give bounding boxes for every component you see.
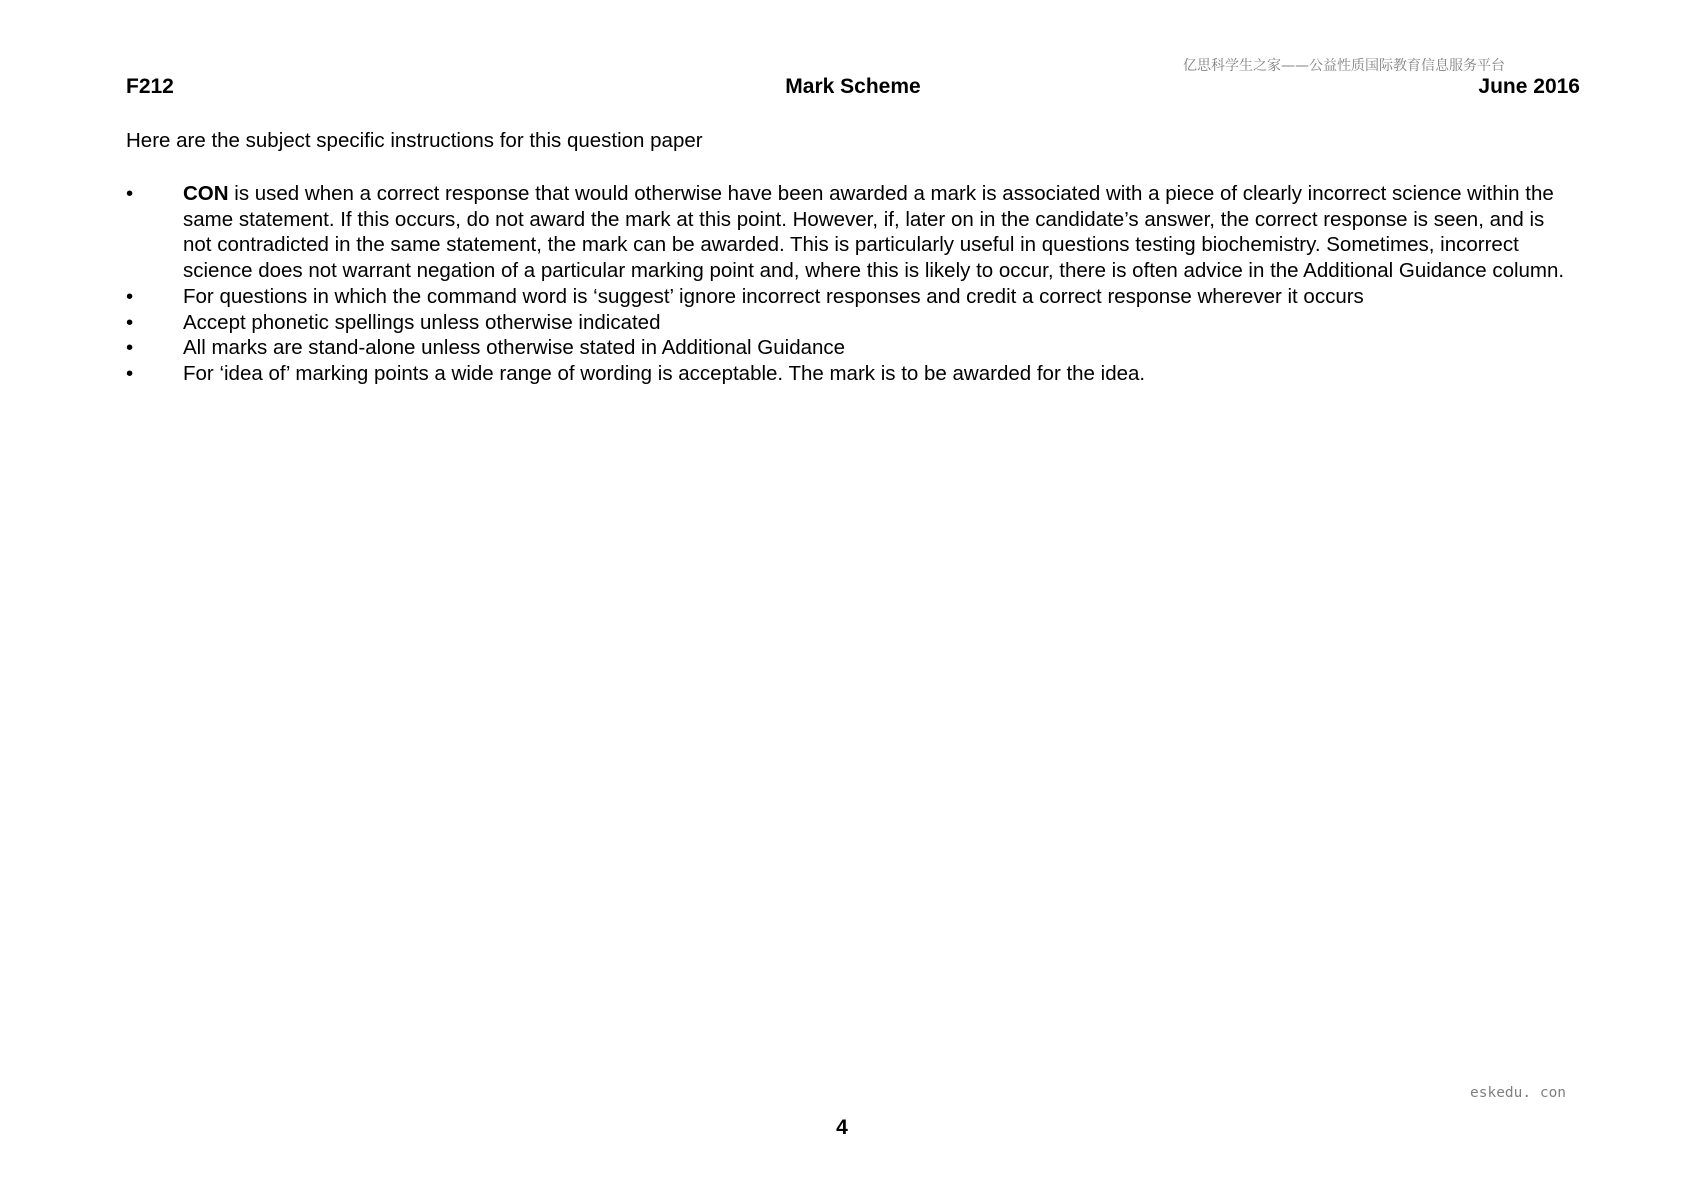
instruction-text: is used when a correct response that would otherwise have been awarded a mark is associated with a piece of clearly incorrect science within the same statement. If this occurs, do not award the mark at this point. However, if, later on in the candidate’s answer, the correct response is seen, and is not contradicted in the same statement, the mark can be awarded. This is particularly useful in questions testing biochemistry. Sometimes, incorrect science does not warrant negation of a particular marking point and, where this is likely to occur, there is often advice in the Additional Guidance column. (183, 182, 1565, 282)
document-title: Mark Scheme (785, 75, 921, 98)
bullet-icon: • (126, 285, 134, 308)
watermark-footer-text: eskedu. con (1470, 1085, 1567, 1101)
list-item (126, 310, 1566, 336)
instruction-term: CON (183, 182, 229, 205)
watermark-header-text: 亿思科学生之家——公益性质国际教育信息服务平台 (1183, 58, 1505, 74)
page-header (126, 75, 1580, 103)
instruction-text: For questions in which the command word is ‘suggest’ ignore incorrect responses and credit a correct response wherever it occurs (183, 285, 1364, 308)
instructions-intro: Here are the subject specific instructions for this question paper (126, 129, 703, 152)
list-item (126, 181, 1566, 283)
exam-date: June 2016 (1478, 75, 1580, 98)
instruction-text: All marks are stand-alone unless otherwise stated in Additional Guidance (183, 336, 846, 359)
page-number: 4 (836, 1116, 848, 1139)
paper-code: F212 (126, 75, 174, 98)
bullet-icon: • (126, 361, 134, 385)
instruction-text: For ‘idea of’ marking points a wide range of wording is acceptable. The mark is to be awarded for the idea. (183, 361, 1146, 385)
list-item (126, 361, 1566, 387)
instruction-text: Accept phonetic spellings unless otherwise indicated (183, 310, 661, 334)
instructions-list (126, 181, 1566, 386)
bullet-icon: • (126, 310, 134, 334)
list-item (126, 335, 1566, 361)
bullet-icon: • (126, 336, 134, 359)
bullet-icon: • (126, 182, 134, 205)
list-item (126, 284, 1566, 310)
